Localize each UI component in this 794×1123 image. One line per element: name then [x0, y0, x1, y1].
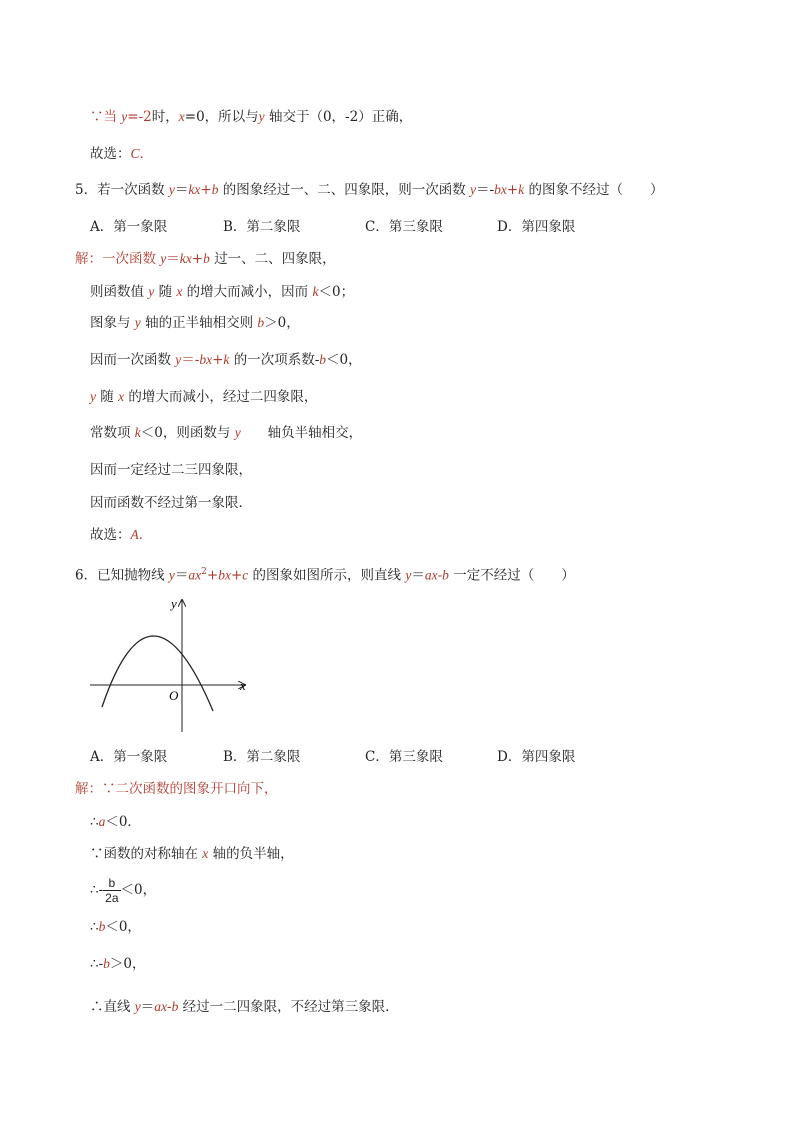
var: y	[121, 109, 128, 124]
text: ∴	[90, 919, 99, 935]
var: k	[134, 425, 141, 440]
solution-line	[90, 874, 156, 906]
var: y	[168, 567, 175, 583]
fraction	[103, 876, 120, 905]
var: k	[223, 352, 230, 367]
solution-line	[90, 955, 146, 973]
text: +	[206, 567, 219, 584]
text: ＜0，	[326, 352, 362, 368]
text: ＝	[174, 182, 189, 198]
question-5	[75, 181, 663, 199]
var: b	[98, 919, 106, 934]
solution-line	[90, 314, 300, 332]
denominator: 2a	[105, 891, 119, 905]
parabola-curve	[102, 636, 213, 711]
solution-line	[90, 388, 317, 406]
var: b	[211, 182, 219, 197]
text: ＞0，	[264, 315, 300, 331]
text: +	[506, 182, 519, 198]
solution-line: 因而一定经过二三四象限，	[90, 462, 252, 478]
var: k	[518, 182, 525, 197]
var: ax	[188, 567, 202, 583]
text: 故选：	[90, 527, 131, 543]
solution-line	[90, 813, 141, 831]
var: y	[90, 389, 96, 404]
text: 5．若一次函数	[75, 182, 169, 198]
text: 轴负半轴相交，	[240, 425, 363, 441]
var: b	[257, 315, 265, 330]
solution-line	[90, 351, 362, 369]
var: y	[134, 999, 141, 1014]
var: y	[234, 425, 241, 440]
q6-option-b: B．第二象限	[223, 749, 301, 765]
text: =0，所以与	[184, 109, 259, 125]
text: -	[437, 567, 443, 584]
answer-line	[90, 145, 153, 163]
var: A	[130, 527, 139, 542]
q5-option-d: D．第四象限	[497, 219, 576, 235]
text: ．	[139, 146, 154, 162]
q5-option-c: C．第三象限	[365, 219, 443, 235]
text: ∵函数的对称轴在	[90, 846, 203, 862]
text: 常数项	[90, 425, 135, 441]
text: ＞0，	[109, 956, 146, 972]
solution-line: 因而函数不经过第一象限．	[90, 495, 252, 511]
parabola-graph	[85, 595, 255, 735]
text: 图象与	[90, 315, 135, 331]
text: ＜0．	[105, 814, 141, 830]
text: +	[230, 567, 243, 584]
text: ＝	[174, 567, 189, 584]
var: x	[176, 284, 183, 299]
answer-line	[90, 526, 152, 544]
text: ＝	[166, 251, 180, 267]
q5-option-a: A．第一象限	[90, 219, 168, 235]
text: ∵当	[90, 109, 122, 125]
x-axis-label: x	[240, 678, 246, 693]
var: a	[98, 814, 106, 829]
text: ＝	[411, 567, 425, 584]
var: y	[134, 315, 141, 330]
var: ax	[424, 567, 438, 583]
q6-option-c: C．第三象限	[365, 749, 443, 765]
text: 轴的负半轴，	[208, 846, 294, 862]
var: bx	[494, 182, 507, 197]
text: 轴交于（0，-2）正确，	[264, 109, 413, 125]
origin-label: O	[169, 688, 179, 703]
var: C	[130, 146, 140, 161]
text: 时，	[151, 109, 179, 125]
var: x	[118, 389, 125, 404]
text: 的图象经过一、二、四象限，则一次函数	[218, 182, 471, 198]
var: y	[405, 567, 412, 583]
text: ＜0，	[105, 919, 141, 935]
var: x	[202, 846, 209, 861]
text: 轴的正半轴相交则	[140, 315, 258, 331]
text: 过一、二、四象限，	[209, 251, 336, 267]
text: +	[200, 182, 212, 198]
text: 的图象如图所示，则直线	[248, 567, 406, 584]
text: ∴-	[90, 882, 104, 898]
solution-line	[90, 918, 141, 936]
solution-line	[75, 250, 336, 268]
var: b	[103, 956, 110, 971]
text: 经过一二四象限，不经过第三象限．	[178, 999, 399, 1015]
solution-line	[90, 424, 362, 442]
var: y	[148, 284, 155, 299]
solution-line	[90, 283, 354, 301]
solution-line	[90, 845, 294, 863]
text: ＜0，	[120, 882, 157, 898]
superscript: 2	[201, 567, 207, 577]
var: bx	[218, 567, 231, 583]
solution-line: 解：∵二次函数的图象开口向下，	[75, 781, 278, 797]
var: b	[171, 999, 179, 1014]
text: 的增大而减小，因而	[182, 284, 313, 300]
var: b	[203, 251, 210, 266]
var: x	[178, 109, 185, 124]
text: -	[167, 999, 172, 1015]
var: y	[175, 352, 182, 367]
solution-line	[90, 998, 399, 1016]
numerator: b	[103, 876, 120, 891]
q5-option-b: B．第二象限	[223, 219, 301, 235]
text: 随	[154, 284, 177, 300]
var: ax	[154, 999, 168, 1014]
question-6	[75, 563, 575, 585]
var: y	[168, 182, 175, 197]
q6-option-d: D．第四象限	[497, 749, 576, 765]
text: 一定不经过（ ）	[448, 567, 575, 584]
text: ＜0；	[318, 284, 355, 300]
var: y	[160, 251, 167, 266]
var: b	[319, 352, 327, 367]
text: ∴直线	[90, 999, 135, 1015]
var: bx	[199, 352, 213, 367]
text: 的一次项系数-	[229, 352, 320, 368]
var: kx	[179, 251, 192, 266]
text: ＝-	[181, 352, 200, 368]
text: 解：一次函数	[75, 251, 161, 267]
solution-line	[90, 108, 412, 126]
var: b	[442, 567, 449, 583]
text: 随	[96, 389, 119, 405]
text: 的增大而减小，经过二四象限，	[124, 389, 318, 405]
text: +	[212, 352, 224, 368]
text: 6．已知抛物线	[75, 567, 169, 584]
var: y	[470, 182, 477, 197]
text: ∴	[90, 814, 99, 830]
var: y	[258, 109, 265, 124]
y-axis-label: y	[171, 596, 177, 611]
text: ＝-	[476, 182, 495, 198]
var: c	[242, 567, 249, 583]
text: ．	[138, 527, 153, 543]
text: ＝	[140, 999, 155, 1015]
text: =-2	[127, 109, 152, 125]
text: ＜0，则函数与	[140, 425, 235, 441]
var: k	[312, 284, 319, 299]
text: 故选：	[90, 146, 131, 162]
text: 因而一次函数	[90, 352, 176, 368]
text: ∴-	[90, 956, 104, 972]
text: 的图象不经过（ ）	[524, 182, 664, 198]
var: kx	[188, 182, 201, 197]
q6-option-a: A．第一象限	[90, 749, 168, 765]
text: 则函数值	[90, 284, 149, 300]
text: +	[191, 251, 204, 267]
